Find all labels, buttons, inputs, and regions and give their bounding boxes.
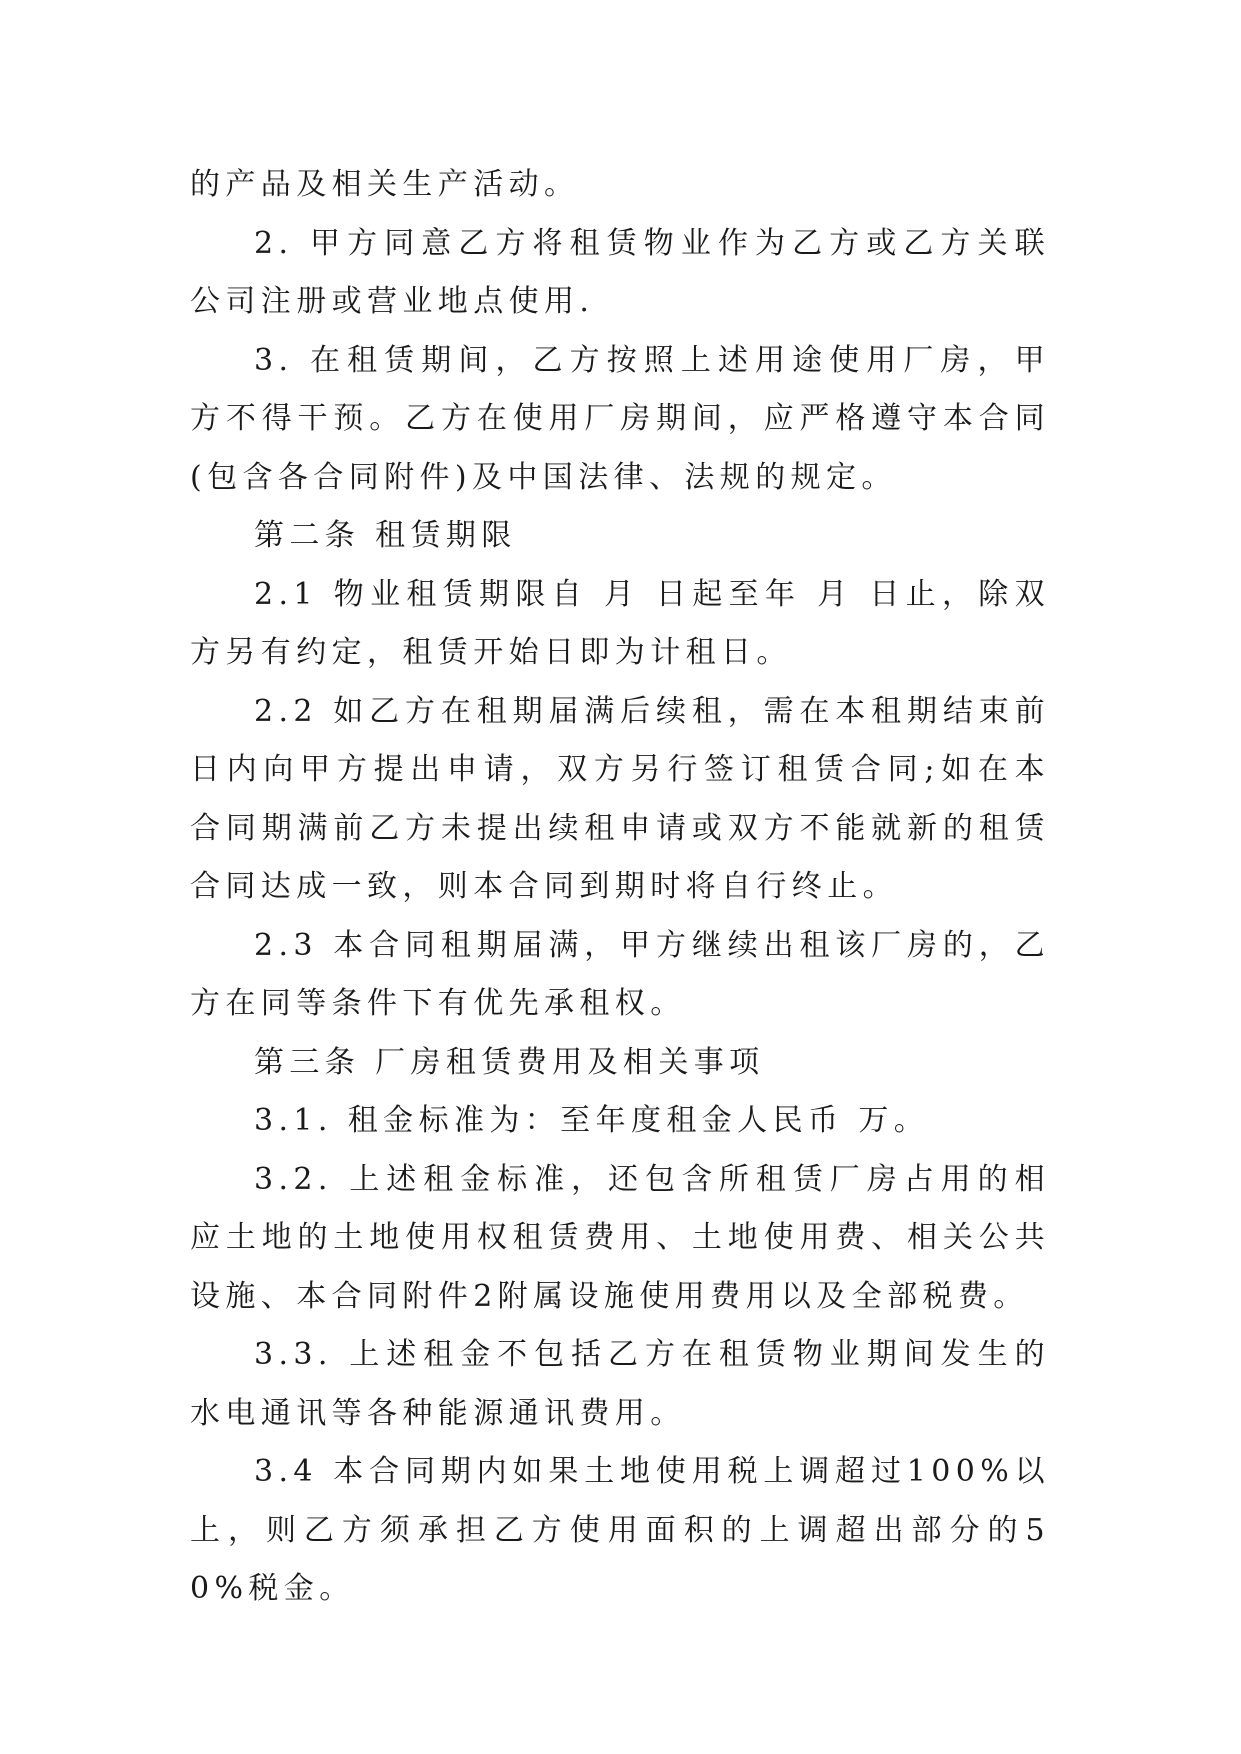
paragraph-3-2: 3.2. 上述租金标准，还包含所租赁厂房占用的相应土地的土地使用权租赁费用、土地使用费、相关公共设施、本合同附件2附属设施使用费用以及全部税费。 [190, 1161, 1050, 1314]
document-page [190, 156, 1050, 1619]
paragraph-3-3: 3.3. 上述租金不包括乙方在租赁物业期间发生的水电通讯等各种能源通讯费用。 [190, 1337, 1050, 1431]
section-heading-2: 第二条 租赁期限 [254, 518, 517, 553]
section-heading-3: 第三条 厂房租赁费用及相关事项 [254, 1044, 765, 1080]
paragraph-1: 的产品及相关生产活动。 [190, 167, 580, 202]
paragraph-2-1: 2.1 物业租赁期限自 月 日起至年 月 日止，除双方另有约定，租赁开始日即为计租日。 [190, 576, 1050, 670]
paragraph-2-3: 2.3 本合同租期届满，甲方继续出租该厂房的，乙方在同等条件下有优先承租权。 [190, 927, 1050, 1021]
paragraph-3: 3. 在租赁期间，乙方按照上述用途使用厂房，甲方不得干预。乙方在使用厂房期间，应严格遵守本合同(包含各合同附件)及中国法律、法规的规定。 [190, 342, 1050, 495]
paragraph-2-2: 2.2 如乙方在租期届满后续租，需在本租期结束前 日内向甲方提出申请，双方另行签订租赁合同;如在本合同期满前乙方未提出续租申请或双方不能就新的租赁合同达成一致，则本合同到期时将自行终止。 [190, 693, 1050, 904]
paragraph-3-4: 3.4 本合同期内如果土地使用税上调超过100%以上，则乙方须承担乙方使用面积的上调超出部分的50%税金。 [190, 1454, 1050, 1606]
paragraph-3-1: 3.1. 租金标准为：至年度租金人民币 万。 [254, 1103, 930, 1138]
paragraph-2: 2. 甲方同意乙方将租赁物业作为乙方或乙方关联公司注册或营业地点使用. [190, 225, 1050, 319]
